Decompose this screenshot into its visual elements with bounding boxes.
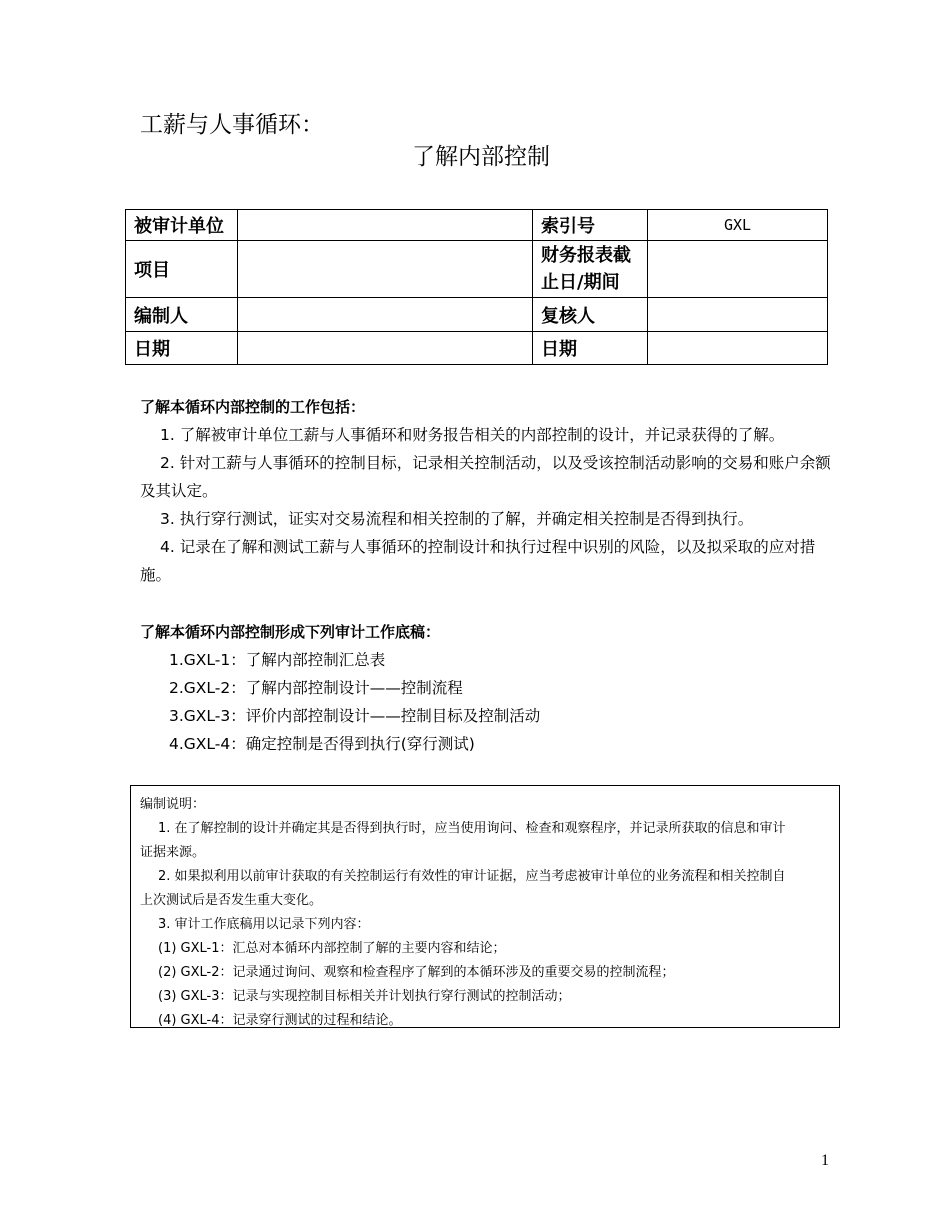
working-paper-item: 4.GXL-4：确定控制是否得到执行(穿行测试): [169, 735, 475, 753]
period-label-line1: 财务报表截: [541, 245, 631, 266]
project-value[interactable]: [238, 241, 533, 298]
note-line: 1. 在了解控制的设计并确定其是否得到执行时，应当使用询问、检查和观察程序，并记录所获取的信息和审计: [158, 821, 786, 836]
auditee-label: 被审计单位: [126, 210, 238, 241]
preparer-label: 编制人: [126, 298, 238, 332]
work-scope-heading: 了解本循环内部控制的工作包括：: [140, 398, 366, 416]
note-line: (4) GXL-4：记录穿行测试的过程和结论。: [158, 1013, 402, 1028]
table-row: [126, 332, 828, 365]
period-label: [533, 241, 648, 298]
note-line: (1) GXL-1：汇总对本循环内部控制了解的主要内容和结论；: [158, 941, 506, 956]
preparer-value[interactable]: [238, 298, 533, 332]
note-line: (2) GXL-2：记录通过询问、观察和检查程序了解到的本循环涉及的重要交易的控制流程；: [158, 965, 675, 980]
table-row: [126, 210, 828, 241]
period-value[interactable]: [648, 241, 828, 298]
working-paper-item: 2.GXL-2：了解内部控制设计——控制流程: [169, 679, 463, 697]
header-table: [125, 209, 828, 365]
reviewer-value[interactable]: [648, 298, 828, 332]
notes-heading: 编制说明：: [140, 797, 206, 812]
review-date-label: 日期: [533, 332, 648, 365]
note-line: 上次测试后是否发生重大变化。: [140, 893, 323, 908]
work-scope-item: 1. 了解被审计单位工薪与人事循环和财务报告相关的内部控制的设计，并记录获得的了解。: [160, 426, 785, 444]
review-date-value[interactable]: [648, 332, 828, 365]
working-papers-heading: 了解本循环内部控制形成下列审计工作底稿：: [140, 623, 441, 641]
work-scope-item: 3. 执行穿行测试，证实对交易流程和相关控制的了解，并确定相关控制是否得到执行。: [160, 510, 754, 528]
working-paper-item: 3.GXL-3：评价内部控制设计——控制目标及控制活动: [169, 707, 541, 725]
reviewer-label: 复核人: [533, 298, 648, 332]
preparation-notes-box: [130, 785, 840, 1028]
period-label-line2: 止日/期间: [541, 272, 620, 293]
auditee-value[interactable]: [238, 210, 533, 241]
index-label: 索引号: [533, 210, 648, 241]
note-line: 证据来源。: [140, 845, 206, 860]
index-value[interactable]: GXL: [648, 210, 828, 241]
working-paper-item: 1.GXL-1：了解内部控制汇总表: [169, 651, 386, 669]
work-scope-item: 2. 针对工薪与人事循环的控制目标，记录相关控制活动，以及受该控制活动影响的交易和账户余额及其认定。: [140, 454, 831, 500]
project-label: 项目: [126, 241, 238, 298]
note-line: (3) GXL-3：记录与实现控制目标相关并计划执行穿行测试的控制活动；: [158, 989, 571, 1004]
table-row: [126, 298, 828, 332]
note-line: 3. 审计工作底稿用以记录下列内容：: [158, 917, 370, 932]
note-line: 2. 如果拟利用以前审计获取的有关控制运行有效性的审计证据，应当考虑被审计单位的业务流程和相关控制自: [158, 869, 786, 884]
document-title: 工薪与人事循环：: [140, 112, 324, 138]
page-number: 1: [821, 1152, 829, 1169]
date-label: 日期: [126, 332, 238, 365]
document-subtitle: 了解内部控制: [412, 144, 550, 170]
prepare-date-value[interactable]: [238, 332, 533, 365]
work-scope-item: 4. 记录在了解和测试工薪与人事循环的控制设计和执行过程中识别的风险，以及拟采取的应对措施。: [140, 538, 816, 584]
table-row: [126, 241, 828, 298]
